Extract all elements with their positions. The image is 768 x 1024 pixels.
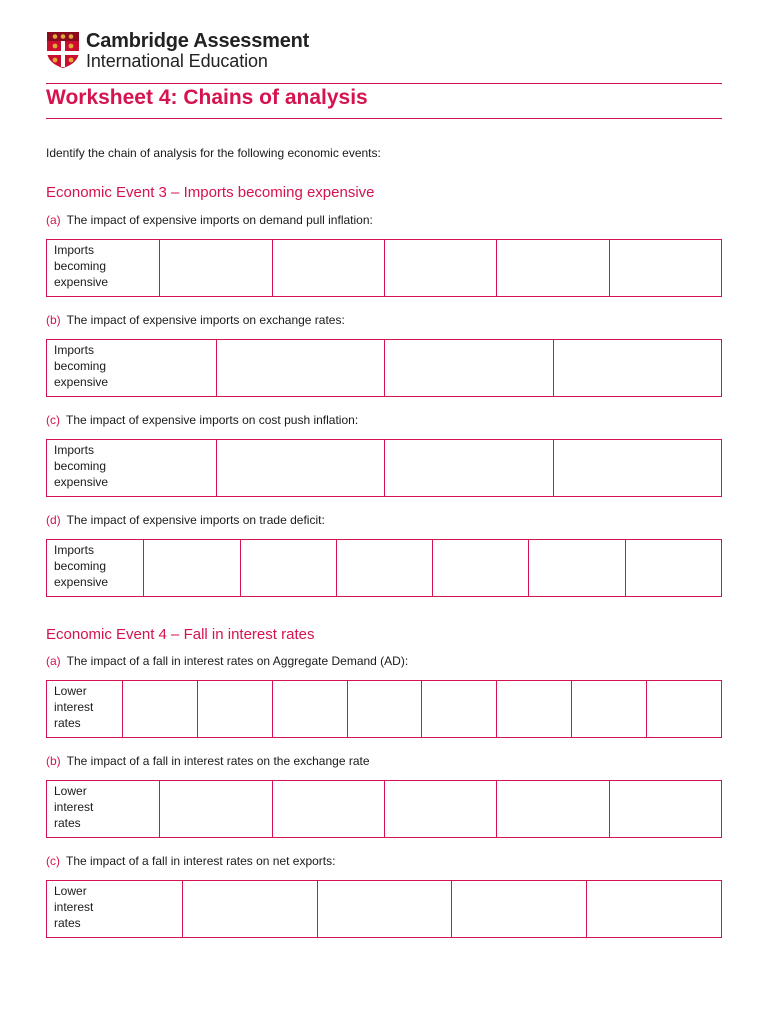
chain-answer-box[interactable] <box>384 781 496 837</box>
chain-row <box>46 539 722 597</box>
cambridge-logo <box>46 30 346 74</box>
page-title: Worksheet 4: Chains of analysis <box>46 86 368 109</box>
question-letter: (b) <box>46 754 61 768</box>
chain-answer-box[interactable] <box>571 681 646 737</box>
chain-row <box>46 339 722 397</box>
chain-answer-box[interactable] <box>159 781 271 837</box>
chain-answer-box[interactable] <box>384 340 553 396</box>
chain-answer-box[interactable] <box>646 681 721 737</box>
question-letter: (b) <box>46 313 61 327</box>
instructions: Identify the chain of analysis for the following economic events: <box>46 146 381 160</box>
chain-answer-box[interactable] <box>432 540 528 596</box>
question-4a <box>46 654 408 668</box>
question-text: The impact of a fall in interest rates on Aggregate Demand (AD): <box>66 654 409 668</box>
chain-answer-box[interactable] <box>553 340 722 396</box>
event-4-heading: Economic Event 4 – Fall in interest rates <box>46 626 315 643</box>
chain-answer-box[interactable] <box>586 881 721 937</box>
org-name-line2: International Education <box>86 51 268 71</box>
question-text: The impact of expensive imports on demand pull inflation: <box>66 213 373 227</box>
question-3d <box>46 513 325 527</box>
chain-answer-box[interactable] <box>272 240 384 296</box>
chain-row <box>46 680 722 738</box>
chain-start-cell: Imports becoming expensive <box>54 443 109 489</box>
chain-answer-box[interactable] <box>159 240 271 296</box>
event-3-heading: Economic Event 3 – Imports becoming expensive <box>46 184 375 201</box>
question-3b <box>46 313 345 327</box>
chain-start-cell: Imports becoming expensive <box>54 543 109 589</box>
chain-answer-box[interactable] <box>528 540 624 596</box>
org-name-line1: Cambridge Assessment <box>86 30 310 52</box>
chain-answer-box[interactable] <box>272 781 384 837</box>
title-rule-bottom <box>46 118 722 119</box>
chain-answer-box[interactable] <box>197 681 272 737</box>
question-letter: (a) <box>46 213 61 227</box>
question-letter: (c) <box>46 413 60 427</box>
chain-row <box>46 780 722 838</box>
question-3a <box>46 213 373 227</box>
cambridge-shield-icon <box>46 31 80 69</box>
chain-answer-box[interactable] <box>336 540 432 596</box>
chain-answer-box[interactable] <box>553 440 722 496</box>
question-letter: (c) <box>46 854 60 868</box>
chain-answer-box[interactable] <box>216 340 385 396</box>
question-4c <box>46 854 335 868</box>
question-text: The impact of a fall in interest rates on the exchange rate <box>66 754 370 768</box>
chain-answer-box[interactable] <box>216 440 385 496</box>
question-letter: (d) <box>46 513 61 527</box>
chain-answer-box[interactable] <box>347 681 422 737</box>
chain-answer-box[interactable] <box>143 540 239 596</box>
chain-answer-box[interactable] <box>182 881 317 937</box>
chain-answer-box[interactable] <box>384 440 553 496</box>
chain-answer-box[interactable] <box>625 540 721 596</box>
chain-row <box>46 239 722 297</box>
question-text: The impact of a fall in interest rates on net exports: <box>66 854 336 868</box>
chain-answer-box[interactable] <box>384 240 496 296</box>
chain-answer-box[interactable] <box>272 681 347 737</box>
question-4b <box>46 754 370 768</box>
chain-answer-box[interactable] <box>496 240 608 296</box>
chain-answer-box[interactable] <box>609 781 721 837</box>
chain-row <box>46 880 722 938</box>
question-letter: (a) <box>46 654 61 668</box>
chain-row <box>46 439 722 497</box>
chain-answer-box[interactable] <box>240 540 336 596</box>
chain-start-cell: Lower interest rates <box>54 684 94 730</box>
chain-answer-box[interactable] <box>122 681 197 737</box>
question-text: The impact of expensive imports on trade deficit: <box>66 513 325 527</box>
chain-start-cell: Imports becoming expensive <box>54 343 109 389</box>
chain-answer-box[interactable] <box>451 881 586 937</box>
chain-start-cell: Lower interest rates <box>54 884 94 930</box>
chain-answer-box[interactable] <box>496 681 571 737</box>
question-text: The impact of expensive imports on cost push inflation: <box>66 413 359 427</box>
chain-answer-box[interactable] <box>496 781 608 837</box>
chain-answer-box[interactable] <box>317 881 452 937</box>
question-text: The impact of expensive imports on exchange rates: <box>66 313 345 327</box>
chain-start-cell: Lower interest rates <box>54 784 94 830</box>
question-3c <box>46 413 358 427</box>
chain-start-cell: Imports becoming expensive <box>54 243 109 289</box>
chain-answer-box[interactable] <box>421 681 496 737</box>
chain-answer-box[interactable] <box>609 240 721 296</box>
title-rule-top <box>46 83 722 84</box>
